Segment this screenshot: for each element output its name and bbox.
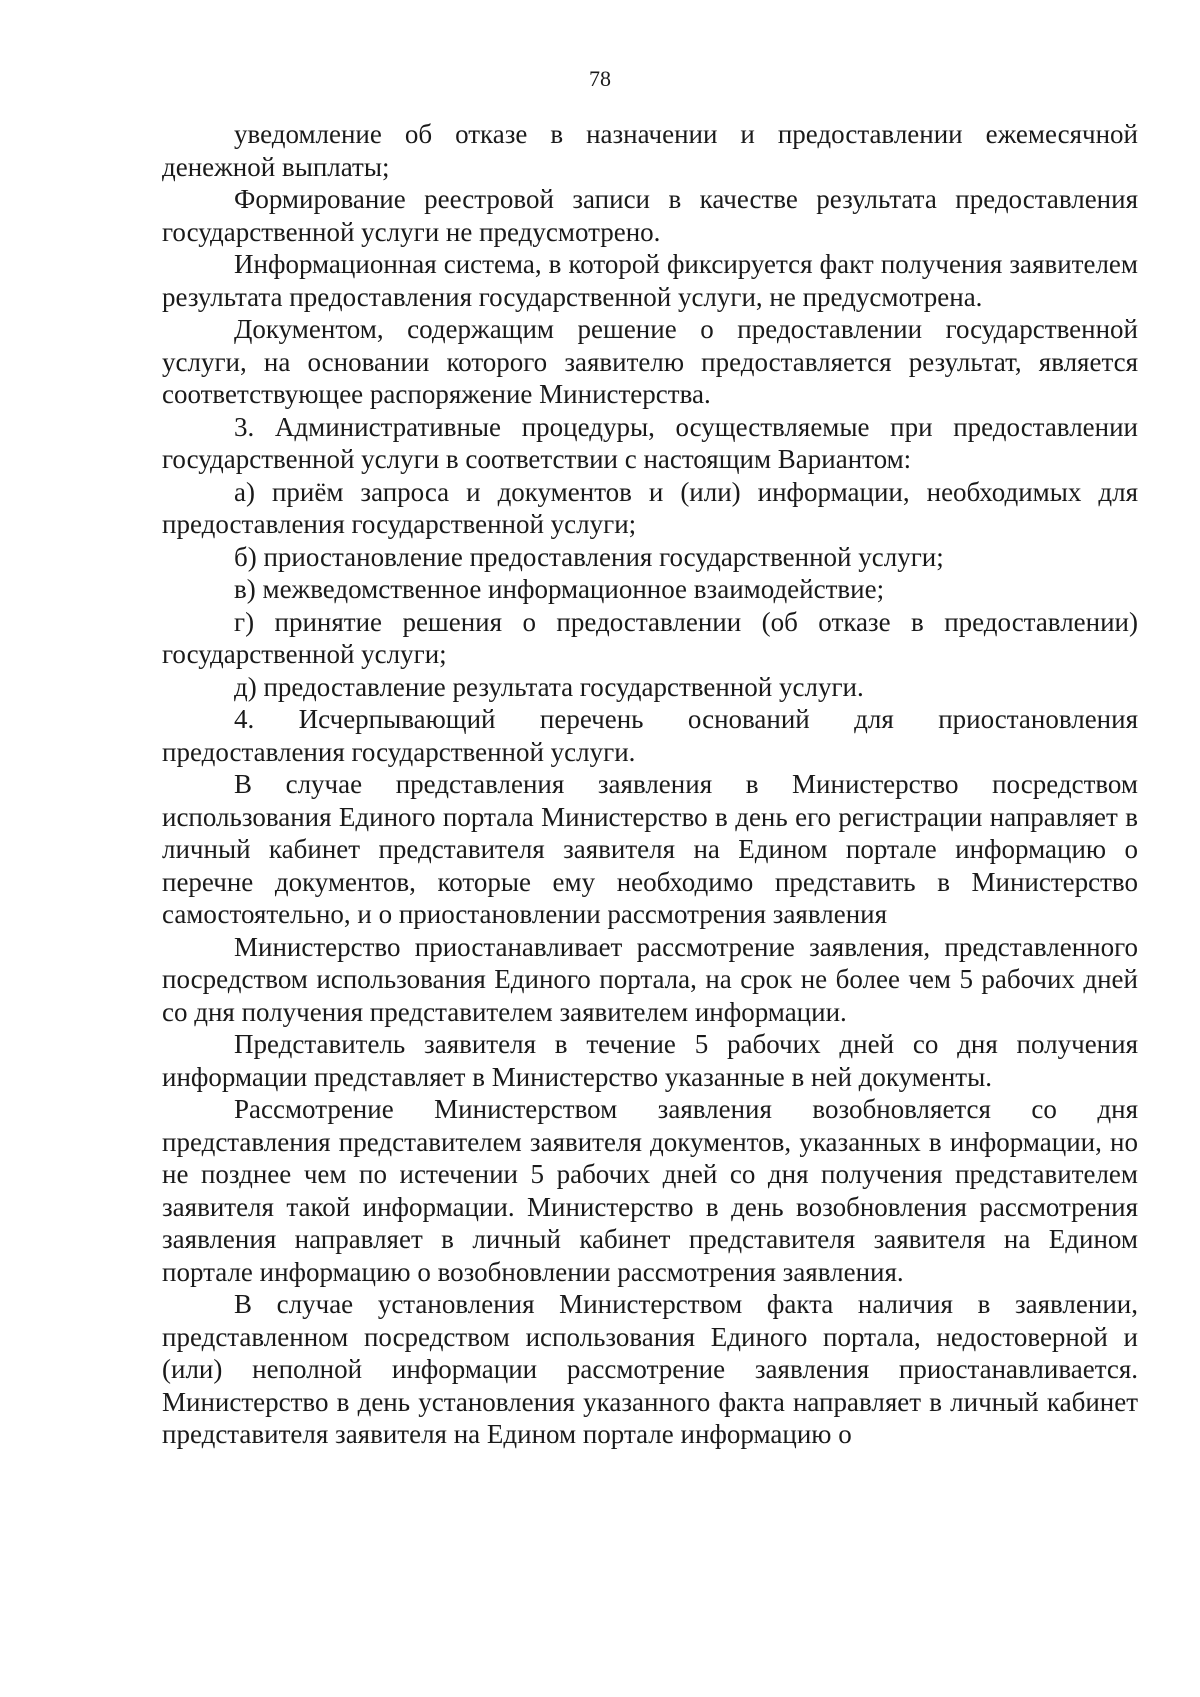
paragraph-information-system: Информационная система, в которой фиксируется факт получения заявителем результата предоставления государственной услуги, не предусмотрена.: [162, 249, 1138, 312]
page-number: 78: [589, 66, 611, 91]
paragraph-decision-document: Документом, содержащим решение о предоставлении государственной услуги, на основании которого заявителю предоставляется результат, является соответствующее распоряжение Министерства.: [162, 314, 1138, 409]
list-item-v: в) межведомственное информационное взаимодействие;: [234, 574, 885, 604]
list-item-b: б) приостановление предоставления государственной услуги;: [234, 541, 944, 572]
paragraph-resumption: Рассмотрение Министерством заявления возобновляется со дня представления представителем заявителя документов, указанных в информации, но не позднее чем по истечении 5 рабочих дней со дня получения представителем заявителя такой информации. Министерство в день возобновления рассмотрения заявления направляет в личный кабинет представителя заявителя на Едином портале информацию о возобновлении рассмотрения заявления.: [162, 1094, 1138, 1287]
paragraph-suspension-term: Министерство приостанавливает рассмотрение заявления, представленного посредством использования Единого портала, на срок не более чем 5 рабочих дней со дня получения представителем заявителем информации.: [162, 931, 1138, 1027]
paragraph-section-4: 4. Исчерпывающий перечень оснований для приостановления предоставления государственной услуги.: [162, 704, 1138, 767]
paragraph-registry-record: Формирование реестровой записи в качестве результата предоставления государственной услуги не предусмотрено.: [162, 184, 1138, 247]
document-body: [162, 118, 1138, 1451]
paragraph-portal-submission: В случае представления заявления в Министерство посредством использования Единого портала Министерство в день его регистрации направляет в личный кабинет представителя заявителя на Едином портале информацию о перечне документов, которые ему необходимо представить в Министерство самостоятельно, и о приостановлении рассмотрения заявления: [162, 769, 1138, 929]
paragraph-documents-submission: Представитель заявителя в течение 5 рабочих дней со дня получения информации представляет в Министерство указанные в ней документы.: [162, 1029, 1138, 1092]
list-item-a: а) приём запроса и документов и (или) информации, необходимых для предоставления государственной услуги;: [162, 476, 1138, 539]
paragraph-inaccurate-info: В случае установления Министерством факта наличия в заявлении, представленном посредством использования Единого портала, недостоверной и (или) неполной информации рассмотрение заявления приостанавливается. Министерство в день установления указанного факта направляет в личный кабинет представителя заявителя на Едином портале информацию о: [162, 1289, 1138, 1449]
list-item-d: д) предоставление результата государственной услуги.: [234, 671, 864, 702]
paragraph-section-3: 3. Административные процедуры, осуществляемые при предоставлении государственной услуги в соответствии с настоящим Вариантом:: [162, 411, 1138, 474]
paragraph-refusal-notice: уведомление об отказе в назначении и предоставлении ежемесячной денежной выплаты;: [162, 119, 1138, 182]
list-item-g: г) принятие решения о предоставлении (об отказе в предоставлении) государственной услуги;: [162, 606, 1138, 669]
